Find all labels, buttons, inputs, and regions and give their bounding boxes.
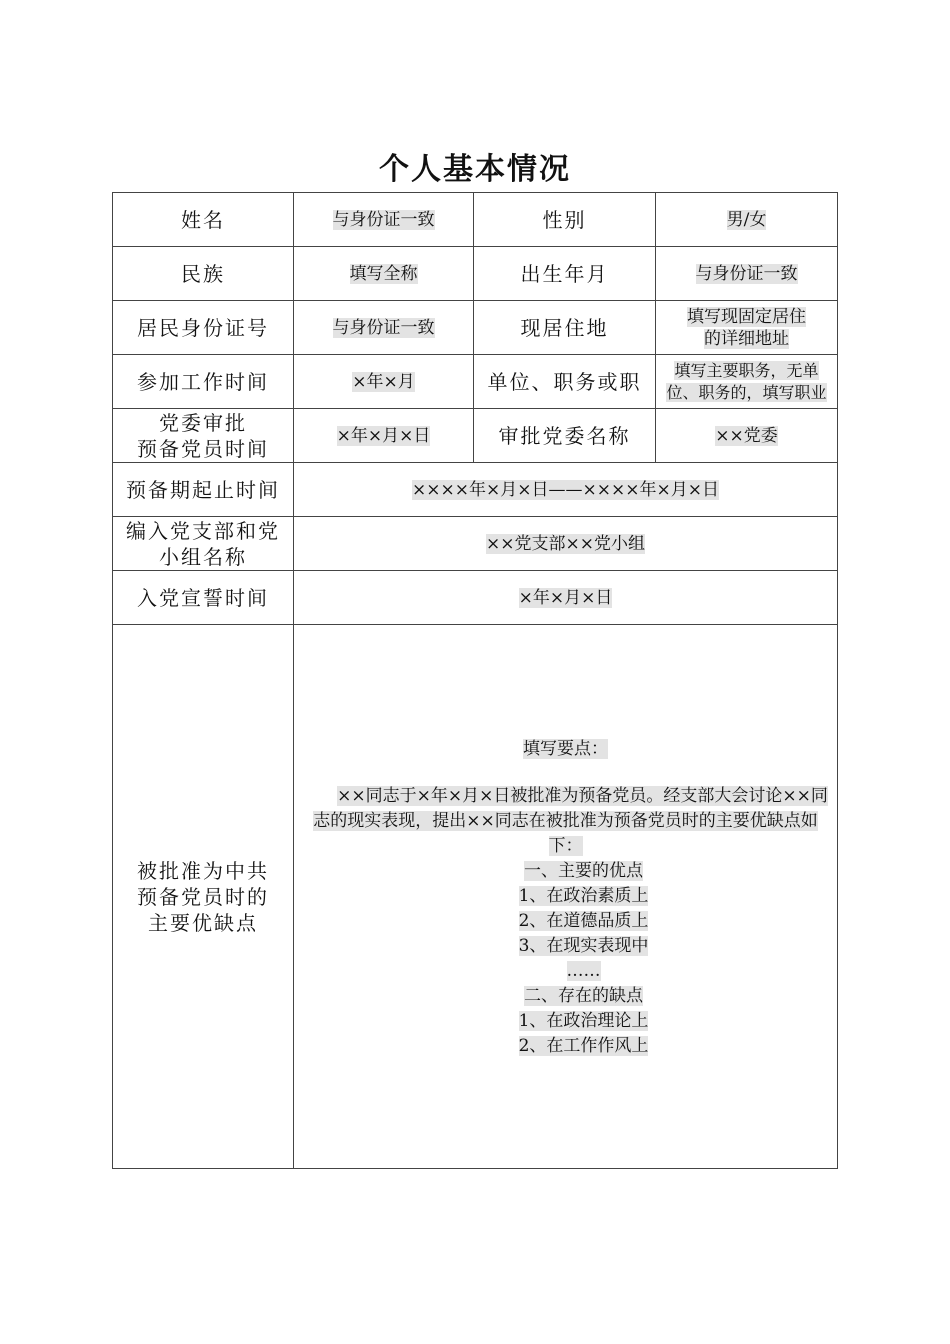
committee-value: ××党委 bbox=[656, 409, 838, 463]
position-value: 填写主要职务，无单 位、职务的，填写职业 bbox=[656, 355, 838, 409]
address-value: 填写现固定居住 的详细地址 bbox=[656, 301, 838, 355]
list-item: 二、存在的缺点 bbox=[524, 986, 643, 1006]
approval-time-label: 党委审批 预备党员时间 bbox=[113, 409, 294, 463]
merits-paragraph: ××同志于×年×月×日被批准为预备党员。经支部大会讨论××同志的现实表现，提出××同志在被批准为预备党员时的主要优缺点如下： bbox=[313, 786, 828, 856]
list-item: 一、主要的优点 bbox=[524, 861, 643, 881]
table-row bbox=[113, 409, 838, 463]
list-item: 2、在道德品质上 bbox=[518, 911, 649, 931]
gender-label: 性别 bbox=[474, 193, 656, 247]
table-row bbox=[113, 301, 838, 355]
list-item: 3、在现实表现中 bbox=[518, 936, 649, 956]
work-start-value: ×年×月 bbox=[294, 355, 474, 409]
gender-value: 男/女 bbox=[656, 193, 838, 247]
list-item: 1、在政治理论上 bbox=[518, 1011, 649, 1031]
id-number-label: 居民身份证号 bbox=[113, 301, 294, 355]
approval-time-value: ×年×月×日 bbox=[294, 409, 474, 463]
fill-tip: 填写要点： bbox=[523, 739, 608, 759]
ethnicity-value: 填写全称 bbox=[294, 247, 474, 301]
table-row bbox=[113, 625, 838, 1169]
birth-value: 与身份证一致 bbox=[656, 247, 838, 301]
birth-label: 出生年月 bbox=[474, 247, 656, 301]
oath-label: 入党宣誓时间 bbox=[113, 571, 294, 625]
name-value: 与身份证一致 bbox=[294, 193, 474, 247]
list-item: 1、在政治素质上 bbox=[518, 886, 649, 906]
id-number-value: 与身份证一致 bbox=[294, 301, 474, 355]
table-row bbox=[113, 247, 838, 301]
probation-label: 预备期起止时间 bbox=[113, 463, 294, 517]
table-row bbox=[113, 463, 838, 517]
branch-value: ××党支部××党小组 bbox=[294, 517, 838, 571]
branch-label: 编入党支部和党 小组名称 bbox=[113, 517, 294, 571]
merits-content bbox=[294, 625, 838, 1169]
merits-label: 被批准为中共 预备党员时的 主要优缺点 bbox=[113, 625, 294, 1169]
page-title: 个人基本情况 bbox=[379, 152, 571, 187]
address-label: 现居住地 bbox=[474, 301, 656, 355]
oath-value: ×年×月×日 bbox=[294, 571, 838, 625]
name-label: 姓名 bbox=[113, 193, 294, 247]
table-row bbox=[113, 517, 838, 571]
list-item: 2、在工作作风上 bbox=[518, 1036, 649, 1056]
table-row bbox=[113, 571, 838, 625]
table-row bbox=[113, 193, 838, 247]
personal-info-table bbox=[112, 192, 838, 1169]
list-item: …… bbox=[566, 961, 601, 981]
table-row bbox=[113, 355, 838, 409]
committee-label: 审批党委名称 bbox=[474, 409, 656, 463]
work-start-label: 参加工作时间 bbox=[113, 355, 294, 409]
probation-value: ××××年×月×日——××××年×月×日 bbox=[294, 463, 838, 517]
ethnicity-label: 民族 bbox=[113, 247, 294, 301]
position-label: 单位、职务或职 bbox=[474, 355, 656, 409]
